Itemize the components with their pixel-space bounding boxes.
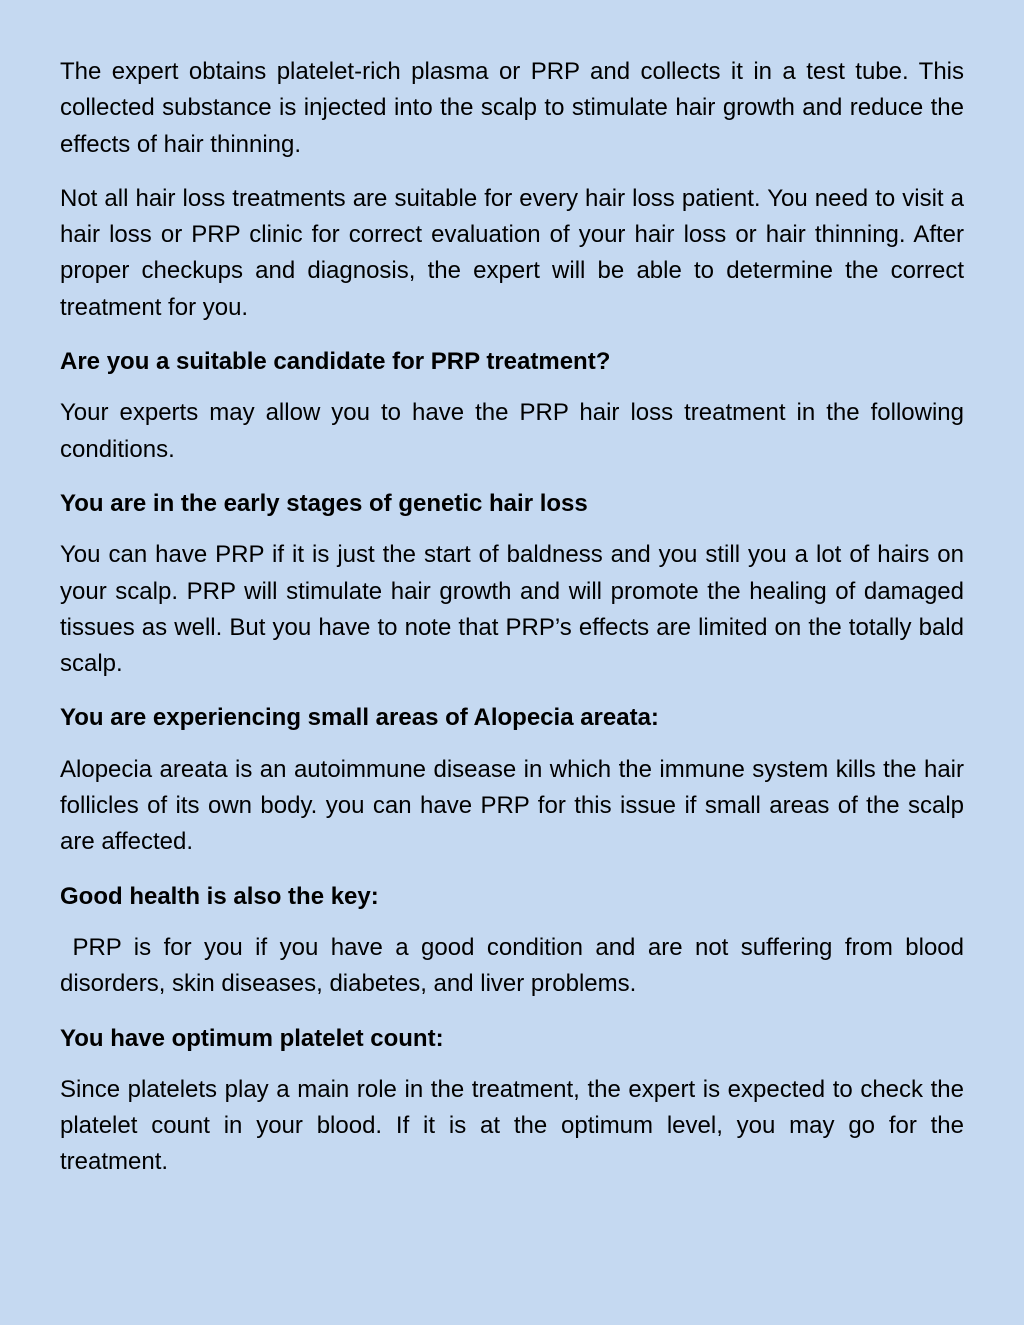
paragraph-treatment-suitability: Not all hair loss treatments are suitable for every hair loss patient. You need to visit a hair loss or PRP clinic for correct evaluation of your hair loss or hair thinning. After proper checkups and diagnosis, the expert will be able to determine the correct treatment for you.: [60, 184, 971, 321]
paragraph-early-baldness: You can have PRP if it is just the start of baldness and you still you a lot of hairs on your scalp. PRP will stimulate hair growth and will promote the healing of damaged tissues as well. But you have to note that PRP’s effects are limited on the totally bald scalp.: [60, 541, 971, 678]
paragraph-alopecia-areata: Alopecia areata is an autoimmune disease in which the immune system kills the hair follicles of its own body. you can have PRP for this issue if small areas of the scalp are affected.: [60, 755, 971, 856]
paragraph-prp-collection: The expert obtains platelet-rich plasma or PRP and collects it in a test tube. This collected substance is injected into the scalp to stimulate hair growth and reduce the effects of hair thinning.: [60, 58, 971, 158]
paragraph-platelet-count: Since platelets play a main role in the treatment, the expert is expected to check the platelet count in your blood. If it is at the optimum level, you may go for the treatment.: [60, 1075, 971, 1176]
heading-early-genetic-hair-loss: You are in the early stages of genetic hair loss: [60, 489, 588, 517]
paragraph-conditions-intro: Your experts may allow you to have the PRP hair loss treatment in the following conditions.: [60, 399, 971, 463]
heading-good-health: Good health is also the key:: [60, 882, 379, 910]
paragraph-good-health: PRP is for you if you have a good condition and are not suffering from blood disorders, skin diseases, diabetes, and liver problems.: [60, 933, 971, 998]
heading-alopecia-areata: You are experiencing small areas of Alopecia areata:: [60, 704, 659, 732]
heading-suitable-candidate: Are you a suitable candidate for PRP treatment?: [60, 348, 611, 376]
heading-platelet-count: You have optimum platelet count:: [60, 1024, 444, 1052]
